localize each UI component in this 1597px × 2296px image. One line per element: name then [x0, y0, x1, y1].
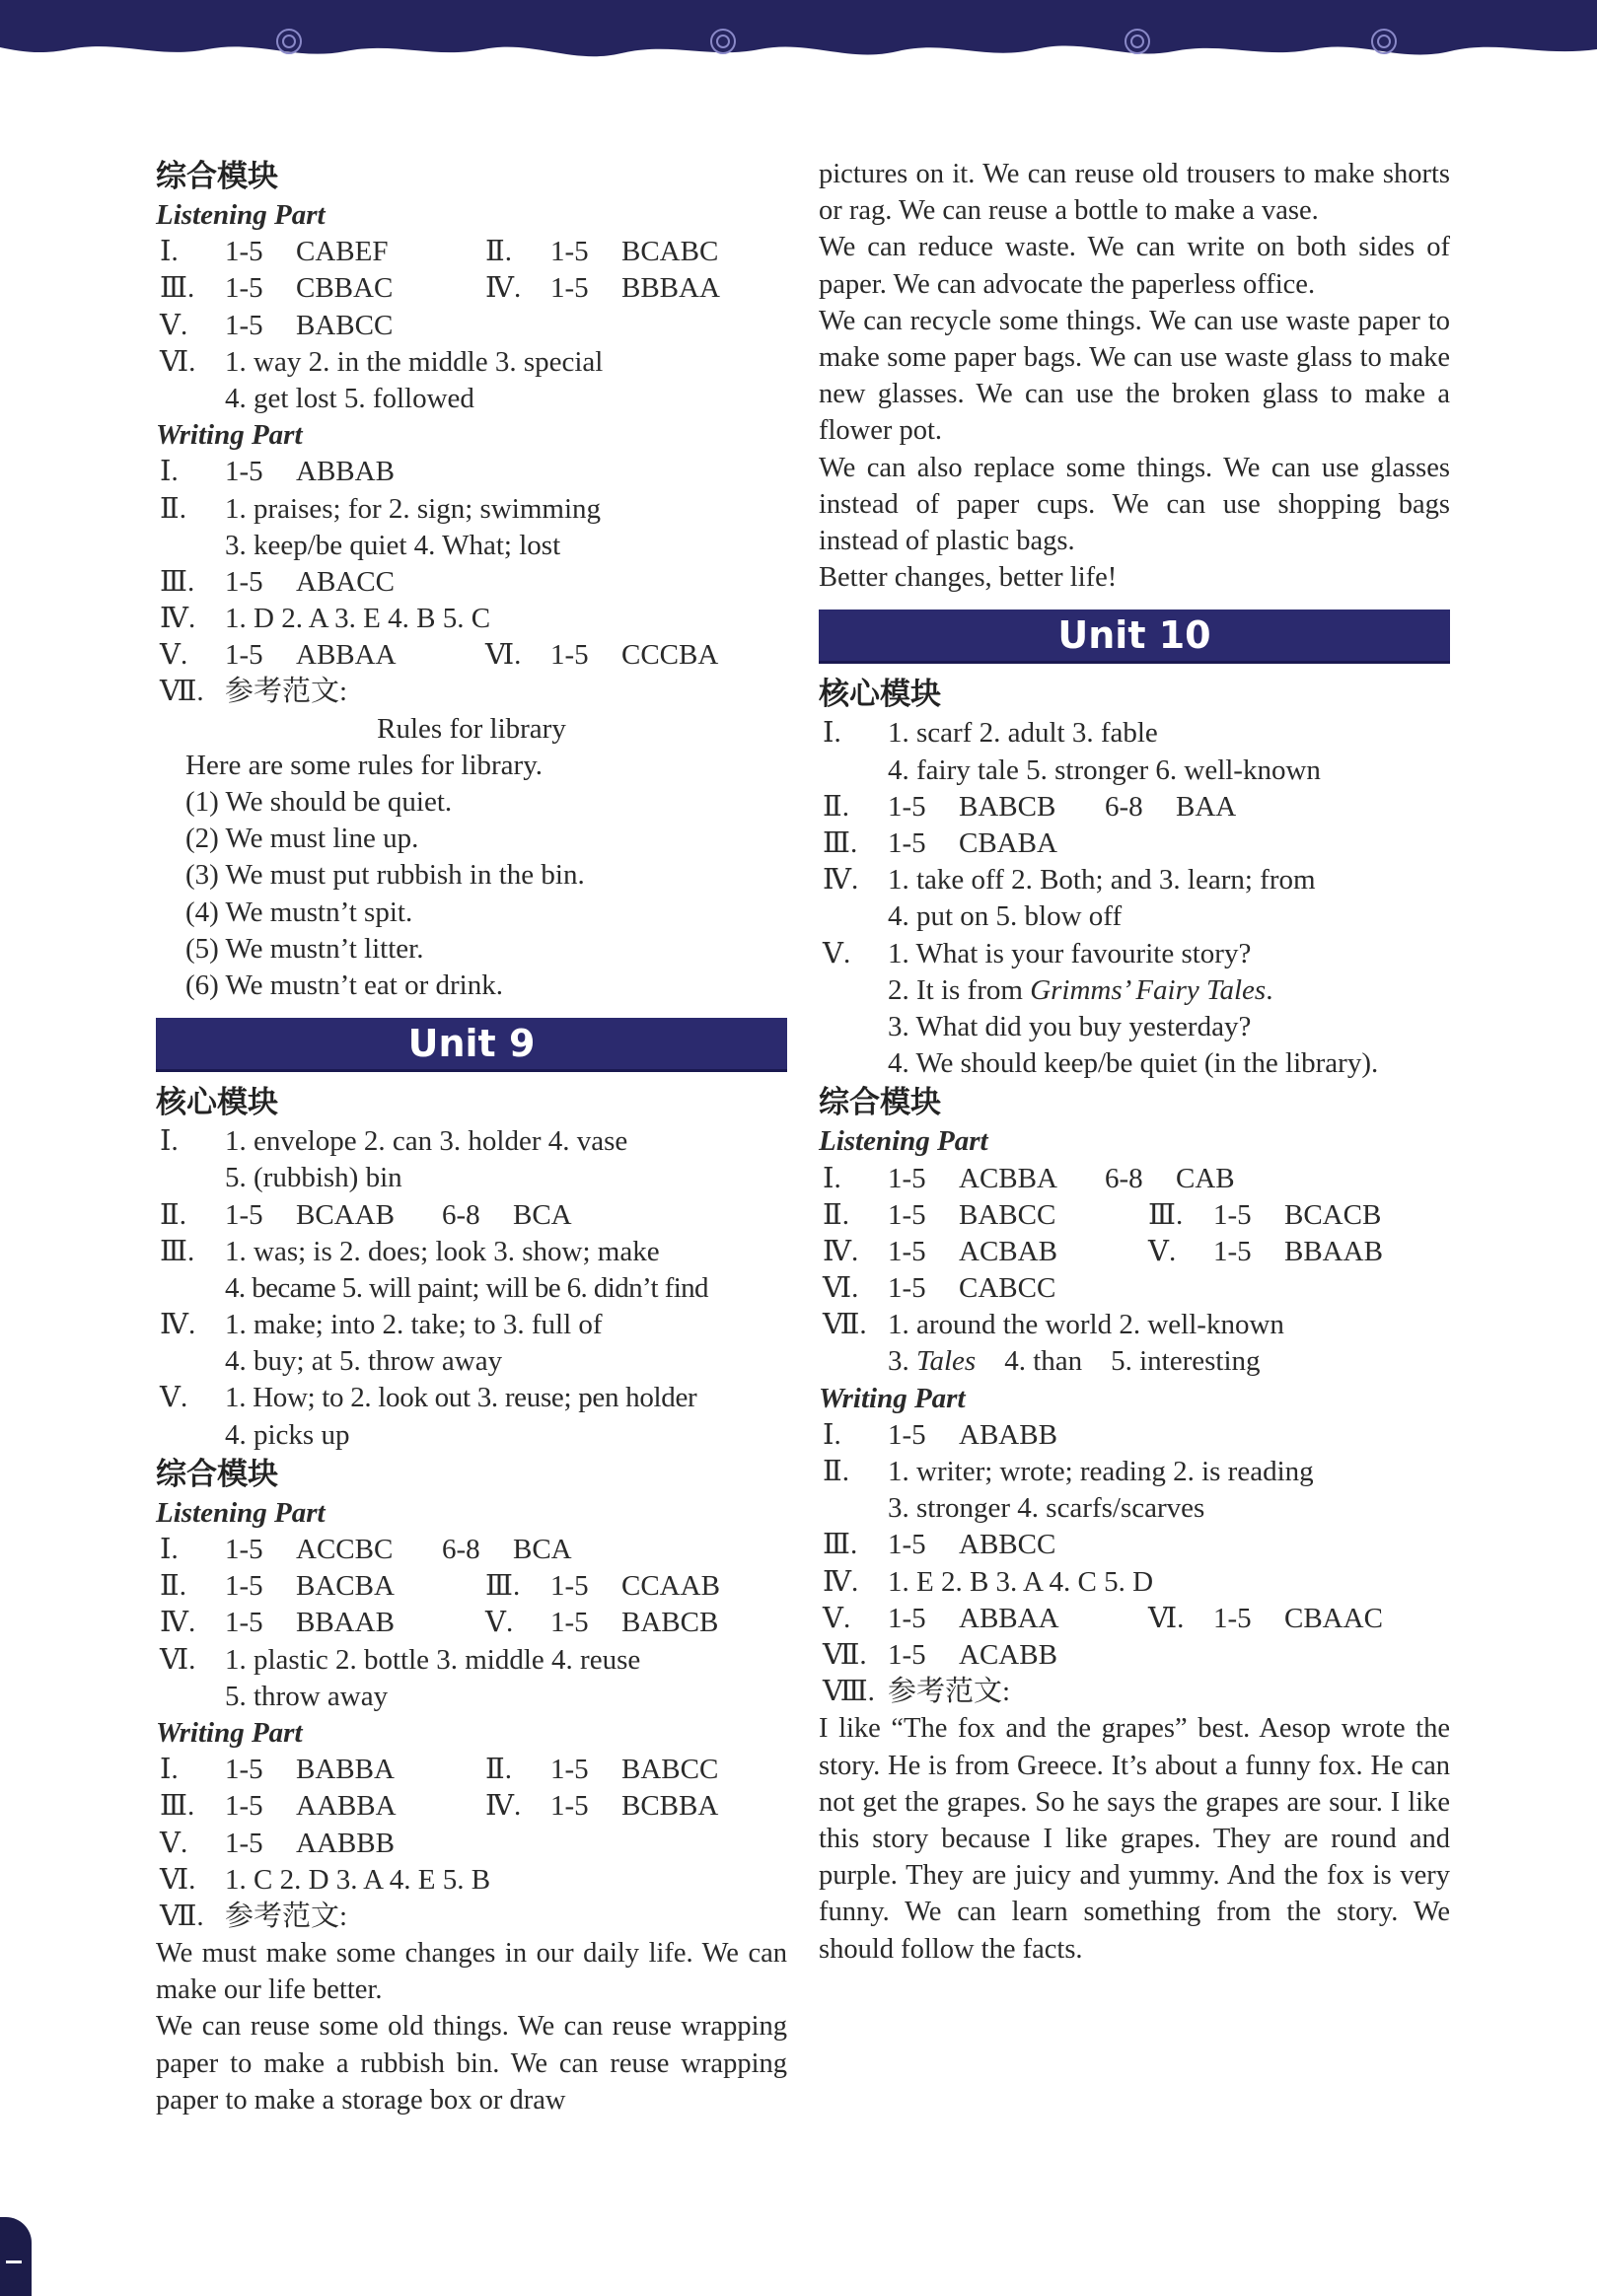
essay-line: (3) We must put rubbish in the bin. [185, 859, 585, 892]
answer-row: Ⅲ. 1-5 ABACC [160, 565, 395, 598]
section-heading: 综合模块 [156, 1456, 278, 1492]
unit-9-banner: Unit 9 [156, 1018, 787, 1072]
answer-row: Ⅷ. 参考范文: [823, 1676, 1011, 1708]
answer-row: Ⅰ. 1-5 CABEF Ⅱ. 1-5 BCABC [160, 236, 719, 268]
essay-paragraph: pictures on it. We can reuse old trousers to make shorts or rag. We can reuse a bottle to make a vase. [819, 159, 1450, 227]
answer-row: Ⅱ. 1-5 BABCB 6-8 BAA [823, 790, 1237, 823]
answer-row: Ⅳ. 1. D 2. A 3. E 4. B 5. C [160, 603, 491, 635]
essay-line: (4) We mustn’t spit. [185, 896, 413, 928]
answer-row: 5. throw away [225, 1680, 389, 1712]
answer-row: Ⅲ. 1-5 AABBA Ⅳ. 1-5 BCBBA [160, 1790, 719, 1823]
essay-paragraph: We can recycle some things. We can use waste paper to make some paper bags. We can use waste glass to make new glasses. We can use the broken glass to make a flower pot. [819, 305, 1450, 447]
answer-row: Ⅳ. 1. E 2. B 3. A 4. C 5. D [823, 1565, 1154, 1598]
answer-row: 3. stronger 4. scarfs/scarves [888, 1492, 1205, 1525]
writing-part-label: Writing Part [156, 1716, 303, 1749]
answer-row: Ⅱ. 1. writer; wrote; reading 2. is reading [823, 1456, 1314, 1487]
answer-row: Ⅴ. 1. How; to 2. look out 3. reuse; pen holder [160, 1382, 697, 1414]
answer-row: Ⅲ. 1-5 CBABA [823, 827, 1057, 859]
answer-row: Ⅲ. 1. was; is 2. does; look 3. show; make [160, 1235, 660, 1267]
answer-row: Ⅰ. 1-5 ABABB [823, 1418, 1057, 1451]
section-heading: 综合模块 [156, 159, 278, 194]
answer-row: 4. put on 5. blow off [888, 900, 1123, 933]
answer-row: Ⅵ. 1-5 CABCC [823, 1272, 1056, 1305]
answer-row: Ⅱ. 1-5 BACBA Ⅲ. 1-5 CCAAB [160, 1570, 720, 1603]
answer-row: 3. keep/be quiet 4. What; lost [225, 529, 561, 561]
answer-row: Ⅲ. 1-5 CBBAC Ⅳ. 1-5 BBBAA [160, 272, 720, 305]
answer-row: 4. get lost 5. followed [225, 382, 474, 414]
answer-row: Ⅰ. 1. scarf 2. adult 3. fable [823, 717, 1158, 750]
essay-line: (2) We must line up. [185, 823, 419, 855]
essay-line: (1) We should be quiet. [185, 786, 453, 818]
answer-row: 5. (rubbish) bin [225, 1162, 402, 1194]
answer-row: Ⅱ. 1-5 BCAAB 6-8 BCA [160, 1198, 572, 1231]
essay-line: (5) We mustn’t litter. [185, 932, 424, 965]
section-heading: 核心模块 [156, 1085, 278, 1121]
answer-row: 3. Tales 4. than 5. interesting [888, 1345, 1261, 1378]
writing-part-label: Writing Part [156, 419, 303, 452]
answer-row: Ⅳ. 1-5 BBAAB Ⅴ. 1-5 BABCB [160, 1607, 719, 1639]
essay-paragraph: We can reduce waste. We can write on both sides of paper. We can advocate the paperless office. [819, 232, 1450, 300]
answer-row: Ⅰ. 1-5 ACBBA 6-8 CAB [823, 1162, 1235, 1194]
answer-row: Ⅴ. 1-5 ABBAA Ⅵ. 1-5 CCCBA [160, 639, 719, 672]
answer-row: Ⅵ. 1. plastic 2. bottle 3. middle 4. reuse [160, 1643, 641, 1676]
answer-row: 4. fairy tale 5. stronger 6. well-known [888, 753, 1321, 786]
essay-title: Rules for library [377, 712, 566, 745]
essay-line: Here are some rules for library. [185, 749, 544, 781]
answer-row: Ⅴ. 1-5 AABBB [160, 1827, 395, 1859]
answer-row: Ⅳ. 1-5 ACBAB Ⅴ. 1-5 BBAAB [823, 1235, 1383, 1267]
section-heading: 核心模块 [819, 677, 941, 713]
answer-row: Ⅰ. 1-5 ACCBC 6-8 BCA [160, 1534, 572, 1565]
answer-row: Ⅵ. 1. way 2. in the middle 3. special [160, 345, 604, 378]
decorative-wave-banner [0, 0, 1597, 79]
answer-row: Ⅴ. 1. What is your favourite story? [823, 937, 1252, 969]
left-column [156, 156, 787, 2118]
listening-part-label: Listening Part [156, 1496, 326, 1529]
listening-part-label: Listening Part [156, 199, 326, 231]
listening-part-label: Listening Part [819, 1125, 988, 1158]
right-column [819, 156, 1450, 1968]
essay-paragraph: I like “The fox and the grapes” best. Aesop wrote the story. He is from Greece. It’s about a funny fox. He can not get the grapes. So he says the grapes are sour. I like this story because I like grapes. They are round and purple. They are juicy and yummy. And the fox is very funny. We can learn something from the story. We should follow the facts. [819, 1713, 1450, 1965]
answer-row: Ⅰ. 1. envelope 2. can 3. holder 4. vase [160, 1125, 628, 1158]
answer-row: Ⅰ. 1-5 ABBAB [160, 456, 395, 488]
answer-row: 4. We should keep/be quiet (in the library). [888, 1047, 1379, 1080]
section-heading: 综合模块 [819, 1085, 941, 1121]
answer-row: Ⅴ. 1-5 BABCC [160, 309, 394, 341]
answer-row: 2. It is from Grimms’ Fairy Tales. [888, 973, 1273, 1006]
answer-row: Ⅴ. 1-5 ABBAA Ⅵ. 1-5 CBAAC [823, 1602, 1383, 1634]
answer-row: Ⅵ. 1. C 2. D 3. A 4. E 5. B [160, 1863, 491, 1896]
writing-part-label: Writing Part [819, 1382, 966, 1414]
answer-row: Ⅶ. 1. around the world 2. well-known [823, 1309, 1284, 1341]
page-corner-tab [0, 2217, 32, 2296]
answer-row: Ⅳ. 1. make; into 2. take; to 3. full of [160, 1309, 603, 1341]
essay-paragraph: We must make some changes in our daily life. We can make our life better. [156, 1938, 787, 2006]
answer-row: Ⅶ. 参考范文: [160, 1900, 348, 1932]
answer-row: 3. What did you buy yesterday? [888, 1010, 1252, 1042]
essay-paragraph: We can also replace some things. We can use glasses instead of paper cups. We can use shopping bags instead of plastic bags. [819, 452, 1450, 557]
answer-row: Ⅶ. 1-5 ACABB [823, 1638, 1057, 1671]
answer-row: Ⅰ. 1-5 BABBA Ⅱ. 1-5 BABCC [160, 1754, 719, 1786]
answer-row: 4. picks up [225, 1418, 350, 1451]
answer-row: 4. buy; at 5. throw away [225, 1345, 503, 1378]
answer-row: Ⅳ. 1. take off 2. Both; and 3. learn; from [823, 864, 1316, 897]
essay-line: (6) We mustn’t eat or drink. [185, 969, 503, 1001]
answer-row: Ⅲ. 1-5 ABBCC [823, 1529, 1056, 1561]
answer-row: Ⅱ. 1. praises; for 2. sign; swimming [160, 492, 602, 525]
answer-row: Ⅱ. 1-5 BABCC Ⅲ. 1-5 BCACB [823, 1198, 1382, 1231]
essay-paragraph: We can reuse some old things. We can reuse wrapping paper to make a rubbish bin. We can reuse wrapping paper to make a storage box or draw [156, 2011, 787, 2116]
essay-paragraph: Better changes, better life! [819, 562, 1118, 594]
answer-row: 4. became 5. will paint; will be 6. didn’t find [225, 1271, 708, 1304]
answer-row: Ⅶ. 参考范文: [160, 676, 348, 708]
unit-10-banner: Unit 10 [819, 610, 1450, 664]
